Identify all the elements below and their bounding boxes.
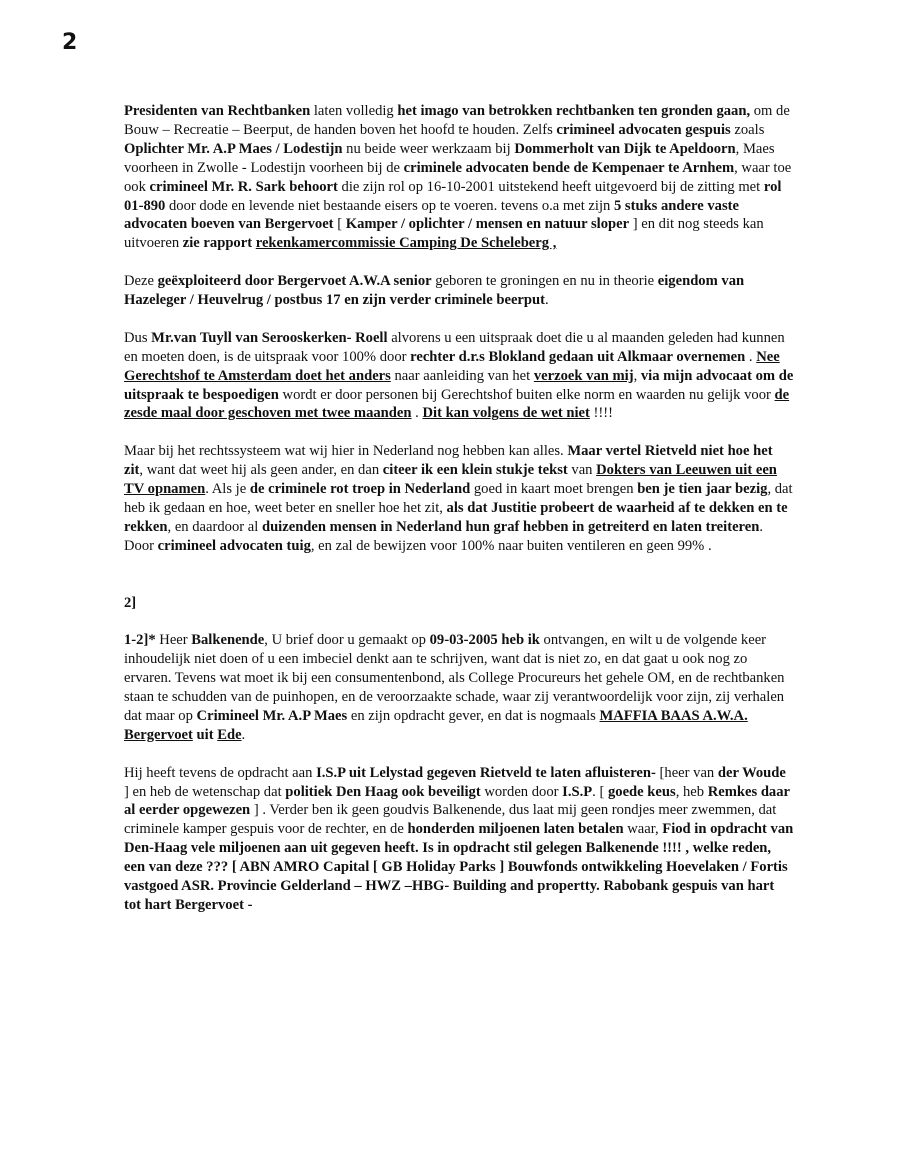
bold-text-run: 2] bbox=[124, 594, 137, 611]
paragraph bbox=[124, 272, 794, 310]
text-run: , waar toe ook bbox=[124, 159, 792, 195]
bold-text-run: uit bbox=[196, 726, 214, 743]
bold-text-run: goede keus bbox=[607, 783, 676, 800]
text-run: , bbox=[633, 367, 641, 384]
underlined-text-run: Dokters van Leeuwen uit een TV opnamen bbox=[124, 462, 777, 498]
text-run: [heer van bbox=[655, 764, 718, 781]
text-run: . bbox=[241, 726, 246, 743]
text-run: alvorens u een uitspraak doet die u al maanden geleden had kunnen en moeten doen, is de uitspraak voor 100% door bbox=[124, 329, 785, 365]
document-body bbox=[124, 102, 794, 934]
text-run: Dus bbox=[124, 329, 152, 346]
text-run: . bbox=[411, 405, 423, 422]
text-run: goed in kaart moet brengen bbox=[470, 481, 638, 498]
text-run: Hij heeft tevens de opdracht aan bbox=[124, 764, 317, 781]
underlined-text-run: Nee Gerechtshof te Amsterdam doet het anders bbox=[124, 348, 780, 384]
paragraph bbox=[124, 329, 794, 424]
bold-text-run: I.S.P uit Lelystad gegeven Rietveld te laten afluisteren- bbox=[316, 764, 656, 781]
text-run: ontvangen, en wilt u de volgende keer inhoudelijk niet doen of u een imbeciel denkt aan te schrijven, want dat is niet zo, en dat gaat u ook nog zo ervaren. Tevens wat moet ik bij een consumentenbond, als College Procureurs het gehele OM, en de rechtbanken staan te schudden van de puinhopen, en de veroorzaakte schade, waar zij verantwoordelijk voor zijn, zij verhalen dat maar op bbox=[124, 632, 785, 724]
bold-text-run: Balkenende bbox=[191, 632, 265, 649]
text-run: worden door bbox=[480, 783, 563, 800]
underlined-text-run: MAFFIA BAAS A.W.A. Bergervoet bbox=[124, 707, 748, 743]
text-run: laten volledig bbox=[310, 103, 398, 119]
text-run: . Als je bbox=[205, 481, 250, 498]
bold-text-run: 09-03-2005 heb ik bbox=[429, 632, 540, 649]
text-run: Maar bij het rechtssysteem wat wij hier in Nederland nog hebben kan alles. bbox=[124, 443, 568, 460]
underlined-text-run: rekenkamercommissie Camping De Scheleberg , bbox=[255, 235, 557, 252]
underlined-text-run: Ede bbox=[217, 726, 242, 743]
bold-text-run: rechter d.r.s Blokland gedaan uit Alkmaar overnemen bbox=[410, 348, 746, 365]
bold-text-run: zie rapport bbox=[182, 235, 253, 252]
bold-text-run: ben je tien jaar bezig bbox=[637, 481, 768, 498]
text-run: . Door bbox=[124, 518, 764, 554]
text-run: nu beide weer werkzaam bij bbox=[342, 140, 515, 157]
text-run: . bbox=[545, 292, 549, 309]
bold-text-run: duizenden mensen in Nederland hun graf hebben in getreiterd en laten treiteren bbox=[261, 518, 760, 535]
bold-text-run: Oplichter Mr. A.P Maes / Lodestijn bbox=[124, 140, 343, 157]
bold-text-run: 5 stuks andere vaste advocaten boeven van Bergervoet bbox=[124, 197, 739, 233]
text-run: , en zal de bewijzen voor 100% naar buiten ventileren en geen 99% . bbox=[310, 537, 712, 554]
text-run: Heer bbox=[155, 632, 192, 649]
bold-text-run: crimineel advocaten gespuis bbox=[556, 121, 731, 138]
bold-text-run: criminele advocaten bende de Kempenaer te Arnhem bbox=[403, 159, 735, 176]
paragraph bbox=[124, 442, 794, 555]
text-run: om de Bouw – Recreatie – Beerput, de handen boven het hoofd te houden. Zelfs bbox=[124, 103, 790, 138]
text-run: . [ bbox=[592, 783, 608, 800]
text-run: wordt er door personen bij Gerechtshof buiten elke norm en waarden nu gelijk voor bbox=[278, 386, 775, 403]
bold-text-run: politiek Den Haag ook beveiligt bbox=[285, 783, 481, 800]
bold-text-run: Maar vertel Rietveld niet hoe het zit bbox=[124, 443, 773, 479]
text-run: die zijn rol op 16-10-2001 uitstekend heeft uitgevoerd bij de zitting met bbox=[337, 178, 764, 195]
bold-text-run: Kamper / oplichter / mensen en natuur sloper bbox=[345, 216, 630, 233]
bold-text-run: crimineel advocaten tuig bbox=[157, 537, 311, 554]
bold-text-run: eigendom van Hazeleger / Heuvelrug / postbus 17 en zijn verder criminele beerput bbox=[124, 273, 745, 309]
text-run: , heb bbox=[675, 783, 708, 800]
text-run: , en daardoor al bbox=[167, 518, 262, 535]
paragraph bbox=[124, 594, 794, 613]
paragraph bbox=[124, 102, 794, 253]
text-run: , U brief door u gemaakt op bbox=[264, 632, 430, 649]
bold-text-run: I.S.P bbox=[562, 783, 593, 800]
underlined-text-run: de zesde maal door geschoven met twee maanden bbox=[124, 386, 790, 422]
bold-text-run: citeer ik een klein stukje tekst bbox=[382, 462, 568, 479]
bold-text-run: Presidenten van Rechtbanken bbox=[124, 103, 311, 119]
text-run: en zijn opdracht gever, en dat is nogmaals bbox=[347, 707, 600, 724]
page-number: 2 bbox=[62, 30, 78, 55]
bold-text-run: der Woude bbox=[717, 764, 786, 781]
bold-text-run: honderden miljoenen laten betalen bbox=[407, 821, 624, 838]
bold-text-run: rol 01-890 bbox=[124, 178, 782, 214]
bold-text-run: Crimineel Mr. A.P Maes bbox=[196, 707, 348, 724]
text-run: naar aanleiding van het bbox=[390, 367, 534, 384]
paragraph bbox=[124, 631, 794, 744]
bold-text-run: het imago van betrokken rechtbanken ten gronden gaan, bbox=[397, 103, 751, 119]
bold-text-run: 1-2]* bbox=[124, 632, 156, 649]
bold-text-run: via mijn advocaat om de uitspraak te bespoedigen bbox=[124, 367, 794, 403]
bold-text-run: de criminele rot troep in Nederland bbox=[249, 481, 471, 498]
bold-text-run: als dat Justitie probeert de waarheid af te dekken en te rekken bbox=[124, 499, 788, 535]
bold-text-run: Remkes daar al eerder opgewezen bbox=[124, 783, 790, 819]
bold-text-run: crimineel Mr. R. Sark behoort bbox=[149, 178, 338, 195]
underlined-text-run: Dit kan volgens de wet niet bbox=[422, 405, 590, 422]
paragraph bbox=[124, 764, 794, 915]
text-run: [ bbox=[333, 216, 346, 233]
text-run: ] en heb de wetenschap dat bbox=[124, 783, 286, 800]
bold-text-run: Mr.van Tuyll van Serooskerken- Roell bbox=[151, 329, 388, 346]
text-run: !!!! bbox=[589, 405, 613, 422]
text-run: , Maes voorheen in Zwolle - Lodestijn voorheen bij de bbox=[124, 140, 775, 176]
text-run: ] . Verder ben ik geen goudvis Balkenende, dus laat mij geen rondjes meer zwemmen, dat criminele kamper gespuis voor de rechter, en de bbox=[124, 802, 777, 838]
bold-text-run: Dommerholt van Dijk te Apeldoorn bbox=[514, 140, 736, 157]
text-run: Deze bbox=[124, 273, 158, 290]
text-run: . bbox=[745, 348, 757, 365]
text-run: van bbox=[567, 462, 597, 479]
bold-text-run: Fiod in opdracht van Den-Haag vele miljoenen aan uit gegeven heeft. Is in opdracht stil gelegen Balkenende !!!! , welke reden, een van deze ??? [ ABN AMRO Capital [ GB Holiday Parks ] Bouwfonds ontwikkeling Hoevelaken / Fortis vastgoed ASR. Provincie Gelderland – HWZ –HBG- Building and propertty. Rabobank gespuis van hart tot hart Bergervoet - bbox=[124, 821, 794, 913]
text-run: door dode en levende niet bestaande eisers op te voeren. tevens o.a met zijn bbox=[165, 197, 614, 214]
text-run: waar, bbox=[623, 821, 663, 838]
text-run: zoals bbox=[730, 121, 765, 138]
bold-text-run: geëxploiteerd door Bergervoet A.W.A senior bbox=[157, 273, 432, 290]
text-run: , dat heb ik gedaan en hoe, weet beter en sneller hoe het zit, bbox=[124, 481, 793, 516]
text-run: geboren te groningen en nu in theorie bbox=[431, 273, 658, 290]
text-run: ] en dit nog steeds kan uitvoeren bbox=[124, 216, 764, 252]
text-run: , want dat weet hij als geen ander, en dan bbox=[139, 462, 383, 479]
underlined-text-run: verzoek van mij bbox=[533, 367, 634, 384]
